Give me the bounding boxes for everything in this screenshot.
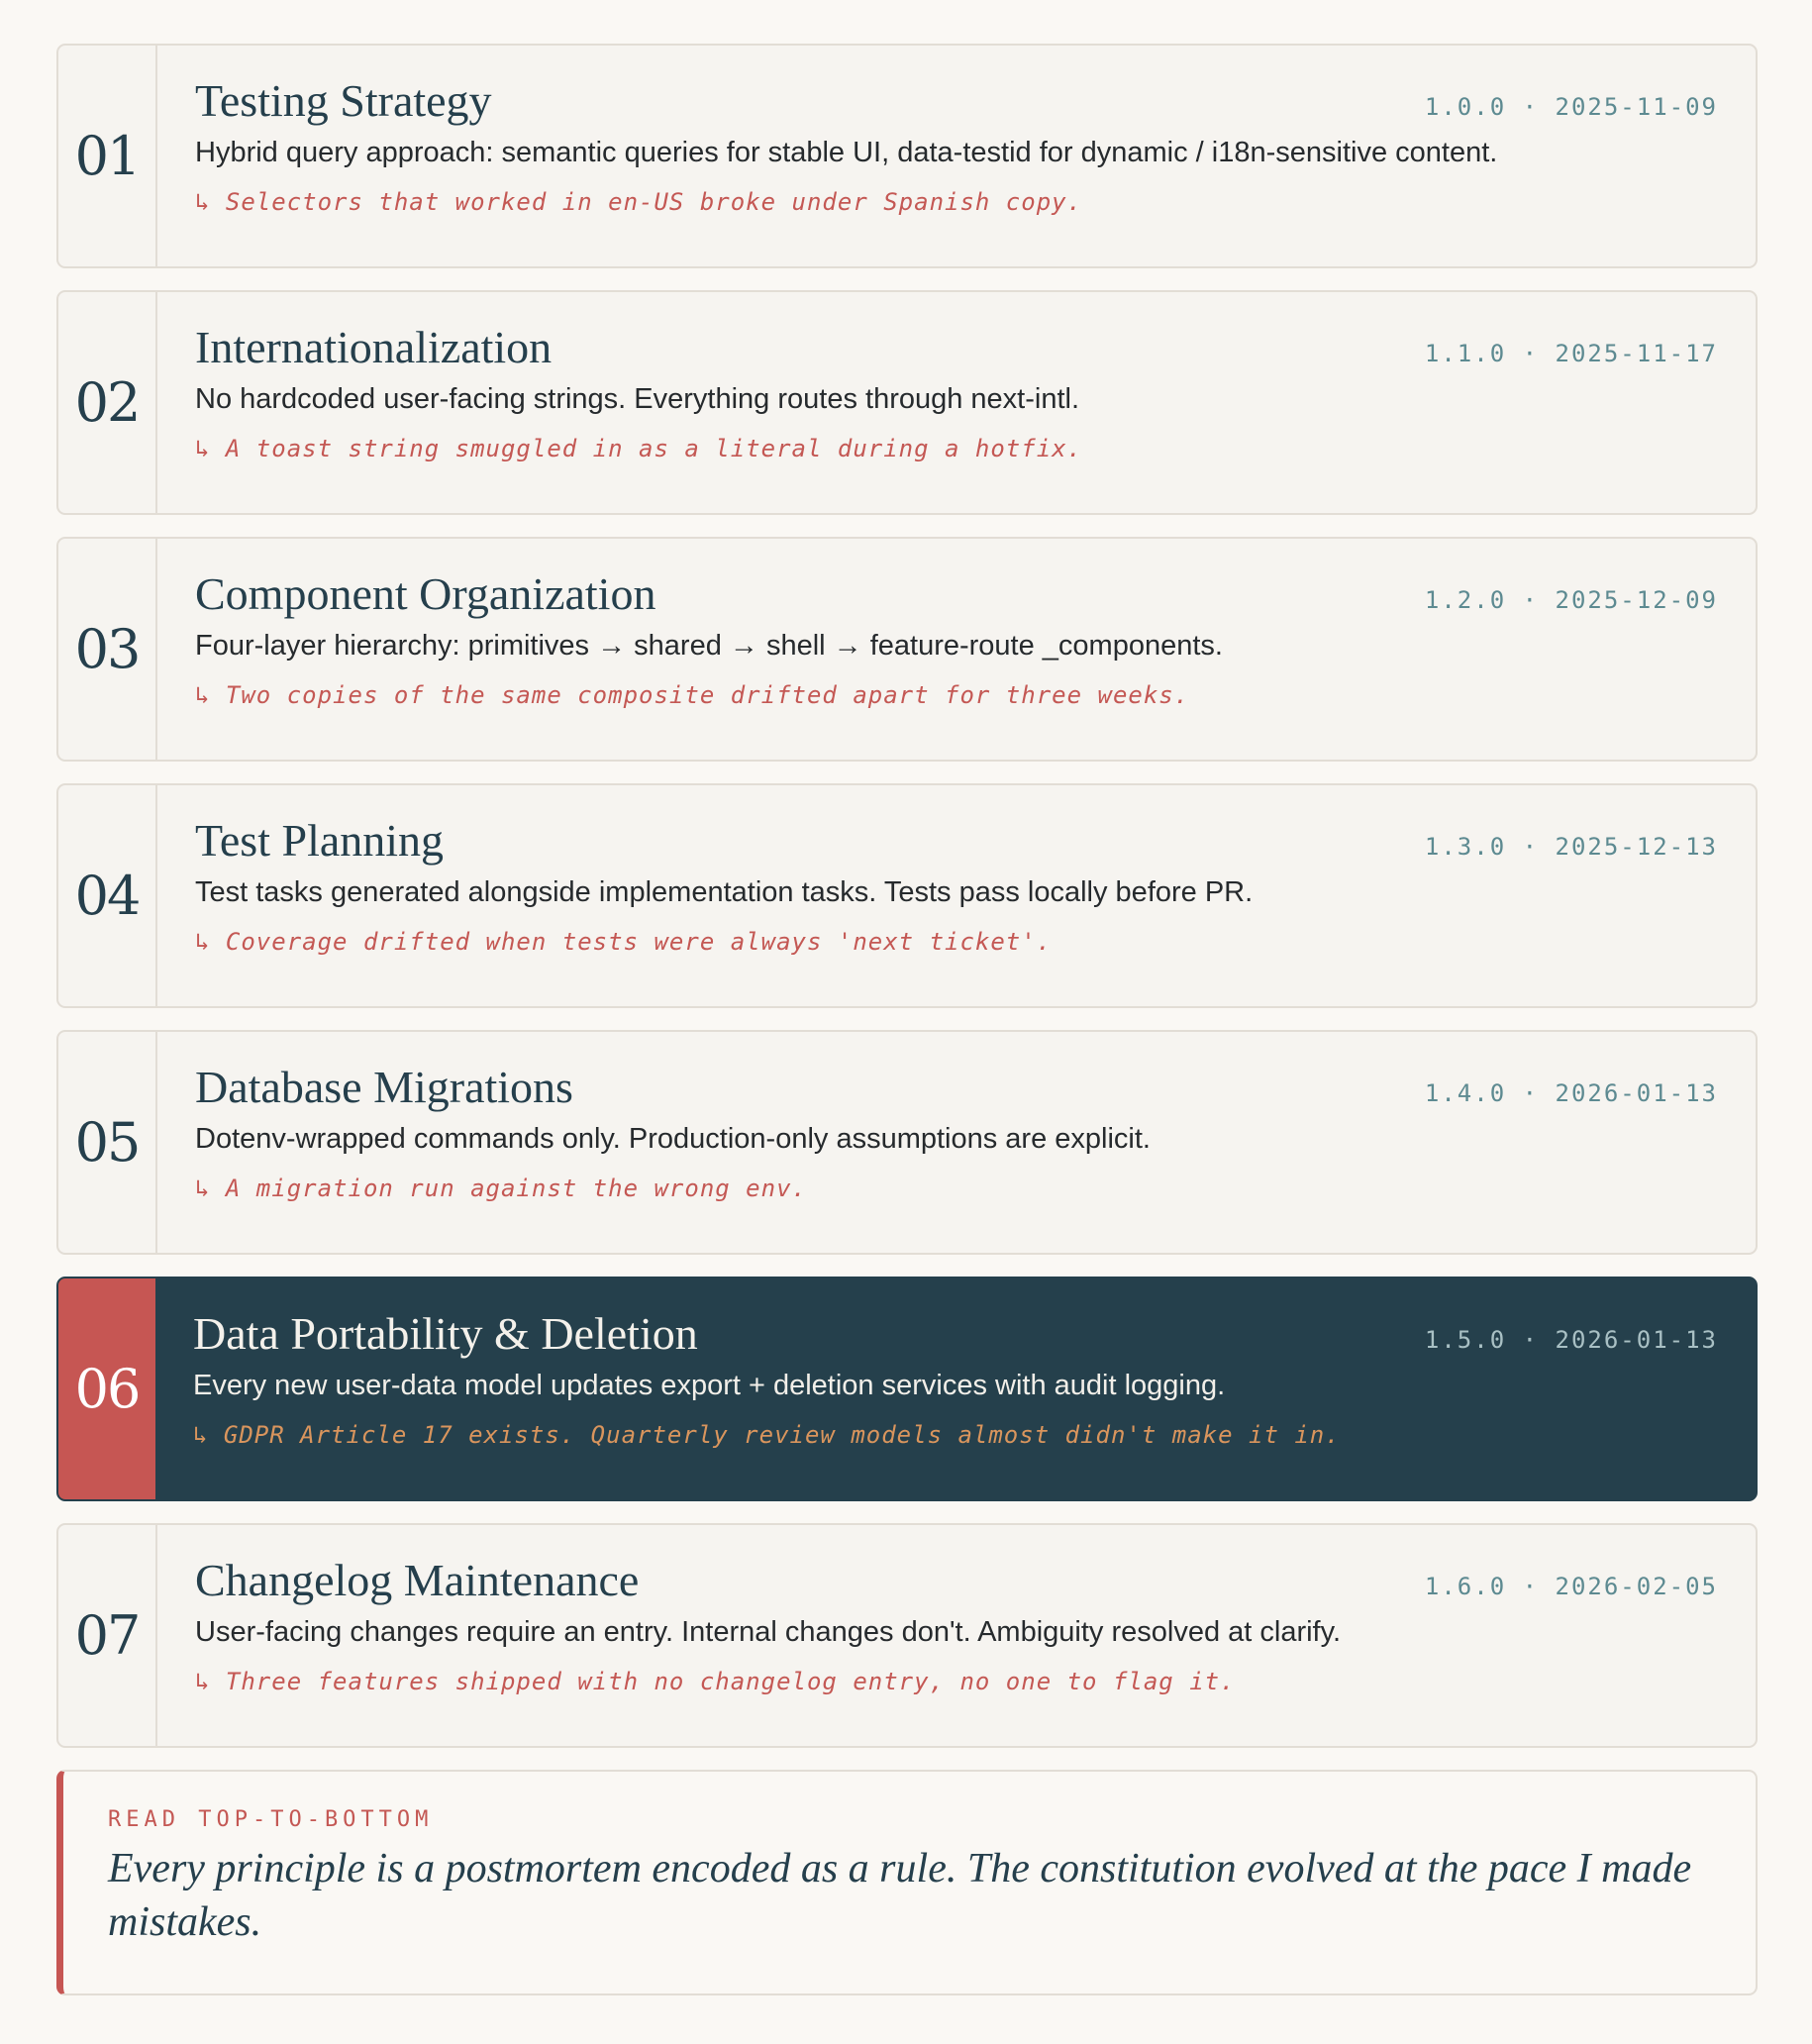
principle-description: No hardcoded user-facing strings. Everything routes through next-intl. xyxy=(195,383,1080,415)
principle-incident-note: ↳ Selectors that worked in en-US broke under Spanish copy. xyxy=(195,188,1083,216)
principle-title: Internationalization xyxy=(195,322,553,372)
principle-card-02[interactable] xyxy=(56,290,1758,515)
principle-version-date: 1.4.0 · 2026-01-13 xyxy=(1424,1079,1718,1107)
principle-description: Every new user-data model updates export + deletion services with audit logging. xyxy=(193,1370,1226,1401)
principle-number: 05 xyxy=(58,1032,157,1253)
principle-version-date: 1.5.0 · 2026-01-13 xyxy=(1424,1326,1718,1354)
principle-body xyxy=(157,539,1756,760)
summary-callout xyxy=(56,1770,1758,1995)
principles-list xyxy=(56,44,1758,1995)
principle-version-date: 1.6.0 · 2026-02-05 xyxy=(1424,1573,1718,1600)
principle-version-date: 1.2.0 · 2025-12-09 xyxy=(1424,586,1718,614)
principle-incident-note: ↳ Three features shipped with no changelog entry, no one to flag it. xyxy=(195,1668,1236,1695)
principle-number: 07 xyxy=(58,1525,157,1746)
principle-description: Hybrid query approach: semantic queries for stable UI, data-testid for dynamic / i18n-sensitive content. xyxy=(195,137,1498,168)
principle-title: Component Organization xyxy=(195,568,656,619)
principle-incident-note: ↳ A toast string smuggled in as a literal during a hotfix. xyxy=(195,435,1083,462)
principle-card-03[interactable] xyxy=(56,537,1758,762)
principle-body xyxy=(157,785,1756,1006)
callout-text: Every principle is a postmortem encoded as a rule. The constitution evolved at the pace I made mistakes. xyxy=(108,1846,1692,1945)
principle-incident-note: ↳ A migration run against the wrong env. xyxy=(195,1175,807,1202)
principle-incident-note: ↳ Two copies of the same composite drifted apart for three weeks. xyxy=(195,681,1190,709)
principle-card-07[interactable] xyxy=(56,1523,1758,1748)
principle-description: Dotenv-wrapped commands only. Production-only assumptions are explicit. xyxy=(195,1123,1151,1155)
principle-number: 04 xyxy=(58,785,157,1006)
principle-card-06-selected[interactable] xyxy=(56,1277,1758,1501)
principle-version-date: 1.1.0 · 2025-11-17 xyxy=(1424,340,1718,367)
principle-body xyxy=(157,1032,1756,1253)
principle-body xyxy=(155,1278,1756,1499)
principle-card-01[interactable] xyxy=(56,44,1758,268)
principle-incident-note: ↳ Coverage drifted when tests were always 'next ticket'. xyxy=(195,928,1053,956)
principle-number: 03 xyxy=(58,539,157,760)
principle-number: 01 xyxy=(58,46,157,266)
callout-label: READ TOP-TO-BOTTOM xyxy=(108,1807,434,1832)
principle-body xyxy=(157,46,1756,266)
principle-title: Test Planning xyxy=(195,815,445,866)
principle-incident-note: ↳ GDPR Article 17 exists. Quarterly review models almost didn't make it in. xyxy=(193,1421,1341,1449)
principle-title: Data Portability & Deletion xyxy=(193,1308,698,1359)
principle-version-date: 1.0.0 · 2025-11-09 xyxy=(1424,93,1718,121)
principle-card-04[interactable] xyxy=(56,783,1758,1008)
principle-title: Database Migrations xyxy=(195,1062,573,1112)
principle-body xyxy=(157,1525,1756,1746)
principle-version-date: 1.3.0 · 2025-12-13 xyxy=(1424,833,1718,861)
principle-number: 06 xyxy=(58,1278,155,1499)
principle-description: Test tasks generated alongside implementation tasks. Tests pass locally before PR. xyxy=(195,876,1254,908)
principle-title: Changelog Maintenance xyxy=(195,1555,640,1605)
principle-number: 02 xyxy=(58,292,157,513)
principle-description: User-facing changes require an entry. Internal changes don't. Ambiguity resolved at clarify. xyxy=(195,1616,1342,1648)
principle-body xyxy=(157,292,1756,513)
principle-description: Four-layer hierarchy: primitives → shared → shell → feature-route _components. xyxy=(195,630,1223,662)
principle-title: Testing Strategy xyxy=(195,75,492,126)
principle-card-05[interactable] xyxy=(56,1030,1758,1255)
